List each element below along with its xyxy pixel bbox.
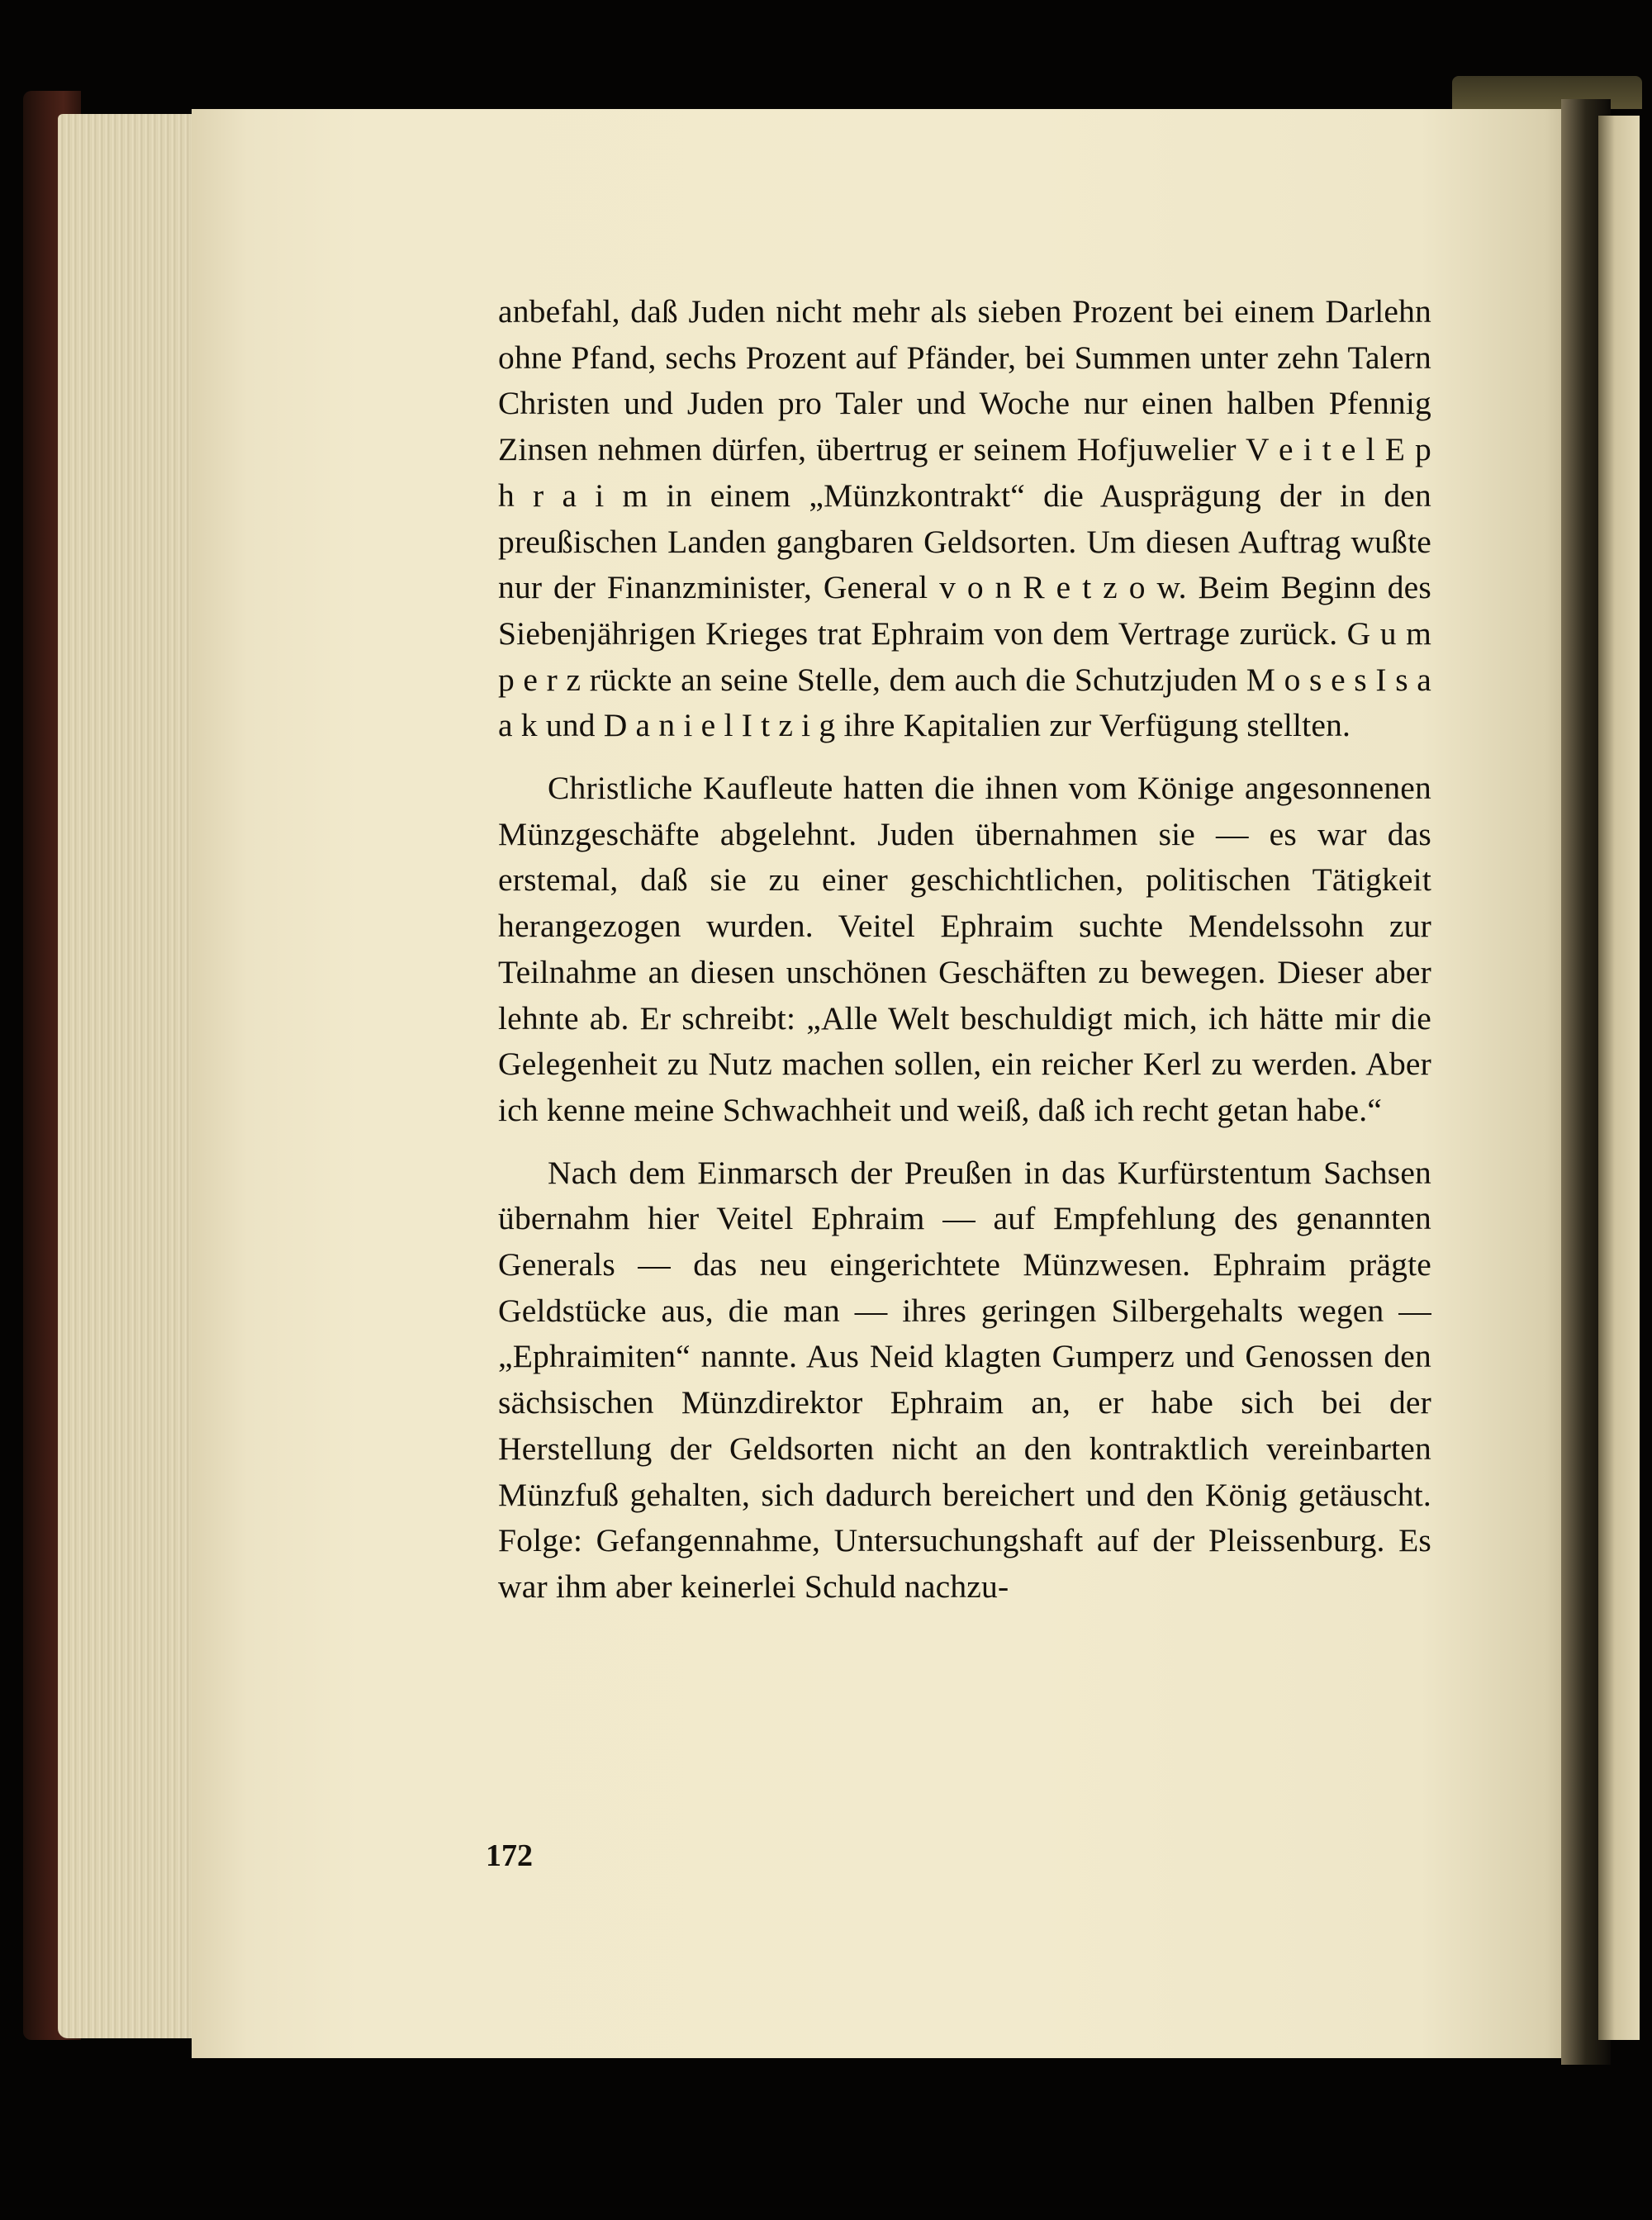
page-edges (58, 114, 206, 2038)
body-text (498, 289, 1431, 1610)
paragraph-3: Nach dem Einmarsch der Preußen in das Kurfürstentum Sachsen übernahm hier Veitel Ephraim — auf Empfehlung des genannten Generals — das neu eingerichtete Münzwesen. Ephraim prägte Geldstücke aus, die man — ihres geringen Silbergehalts wegen — „Ephraimiten“ nannte. Aus Neid klagten Gumperz und Genossen den sächsischen Münzdirektor Ephraim an, er habe sich bei der Herstellung der Geldsorten nicht an den kontraktlich vereinbarten Münzfuß gehalten, sich dadurch bereichert und den König getäuscht. Folge: Gefangennahme, Untersuchungshaft auf der Pleissenburg. Es war ihm aber keinerlei Schuld nachzu- (498, 1154, 1431, 1605)
paragraph-1: anbefahl, daß Juden nicht mehr als sieben Prozent bei einem Darlehn ohne Pfand, sechs Prozent auf Pfänder, bei Summen unter zehn Talern Christen und Juden pro Taler und Woche nur einen halben Pfennig Zinsen nehmen dürfen, übertrug er seinem Hofjuwelier V e i t e l E p h r a i m in einem „Münzkontrakt“ die Ausprägung der in den preußischen Landen gangbaren Geldsorten. Um diesen Auftrag wußte nur der Finanzminister, General v o n R e t z o w. Beim Beginn des Siebenjährigen Krieges trat Ephraim von dem Vertrage zurück. G u m p e r z rückte an seine Stelle, dem auch die Schutzjuden M o s e s I s a a k und D a n i e l I t z i g ihre Kapitalien zur Verfügung stellten. (498, 293, 1431, 744)
facing-page (1598, 116, 1640, 2040)
paragraph-2: Christliche Kaufleute hatten die ihnen vom Könige angesonnenen Münzgeschäfte abgelehnt. Juden übernahmen sie — es war das erstemal, daß sie zu einer geschichtlichen, politischen Tätigkeit herangezogen wurden. Veitel Ephraim suchte Mendelssohn zur Teilnahme an diesen unschönen Geschäften zu bewegen. Dieser aber lehnte ab. Er schreibt: „Alle Welt beschuldigt mich, ich hätte mir die Gelegenheit zu Nutz machen sollen, ein reicher Kerl zu werden. Aber ich kenne meine Schwachheit und weiß, daß ich recht getan habe.“ (498, 770, 1431, 1128)
page-number: 172 (486, 1838, 533, 1873)
book-cover-right (1452, 76, 1642, 109)
